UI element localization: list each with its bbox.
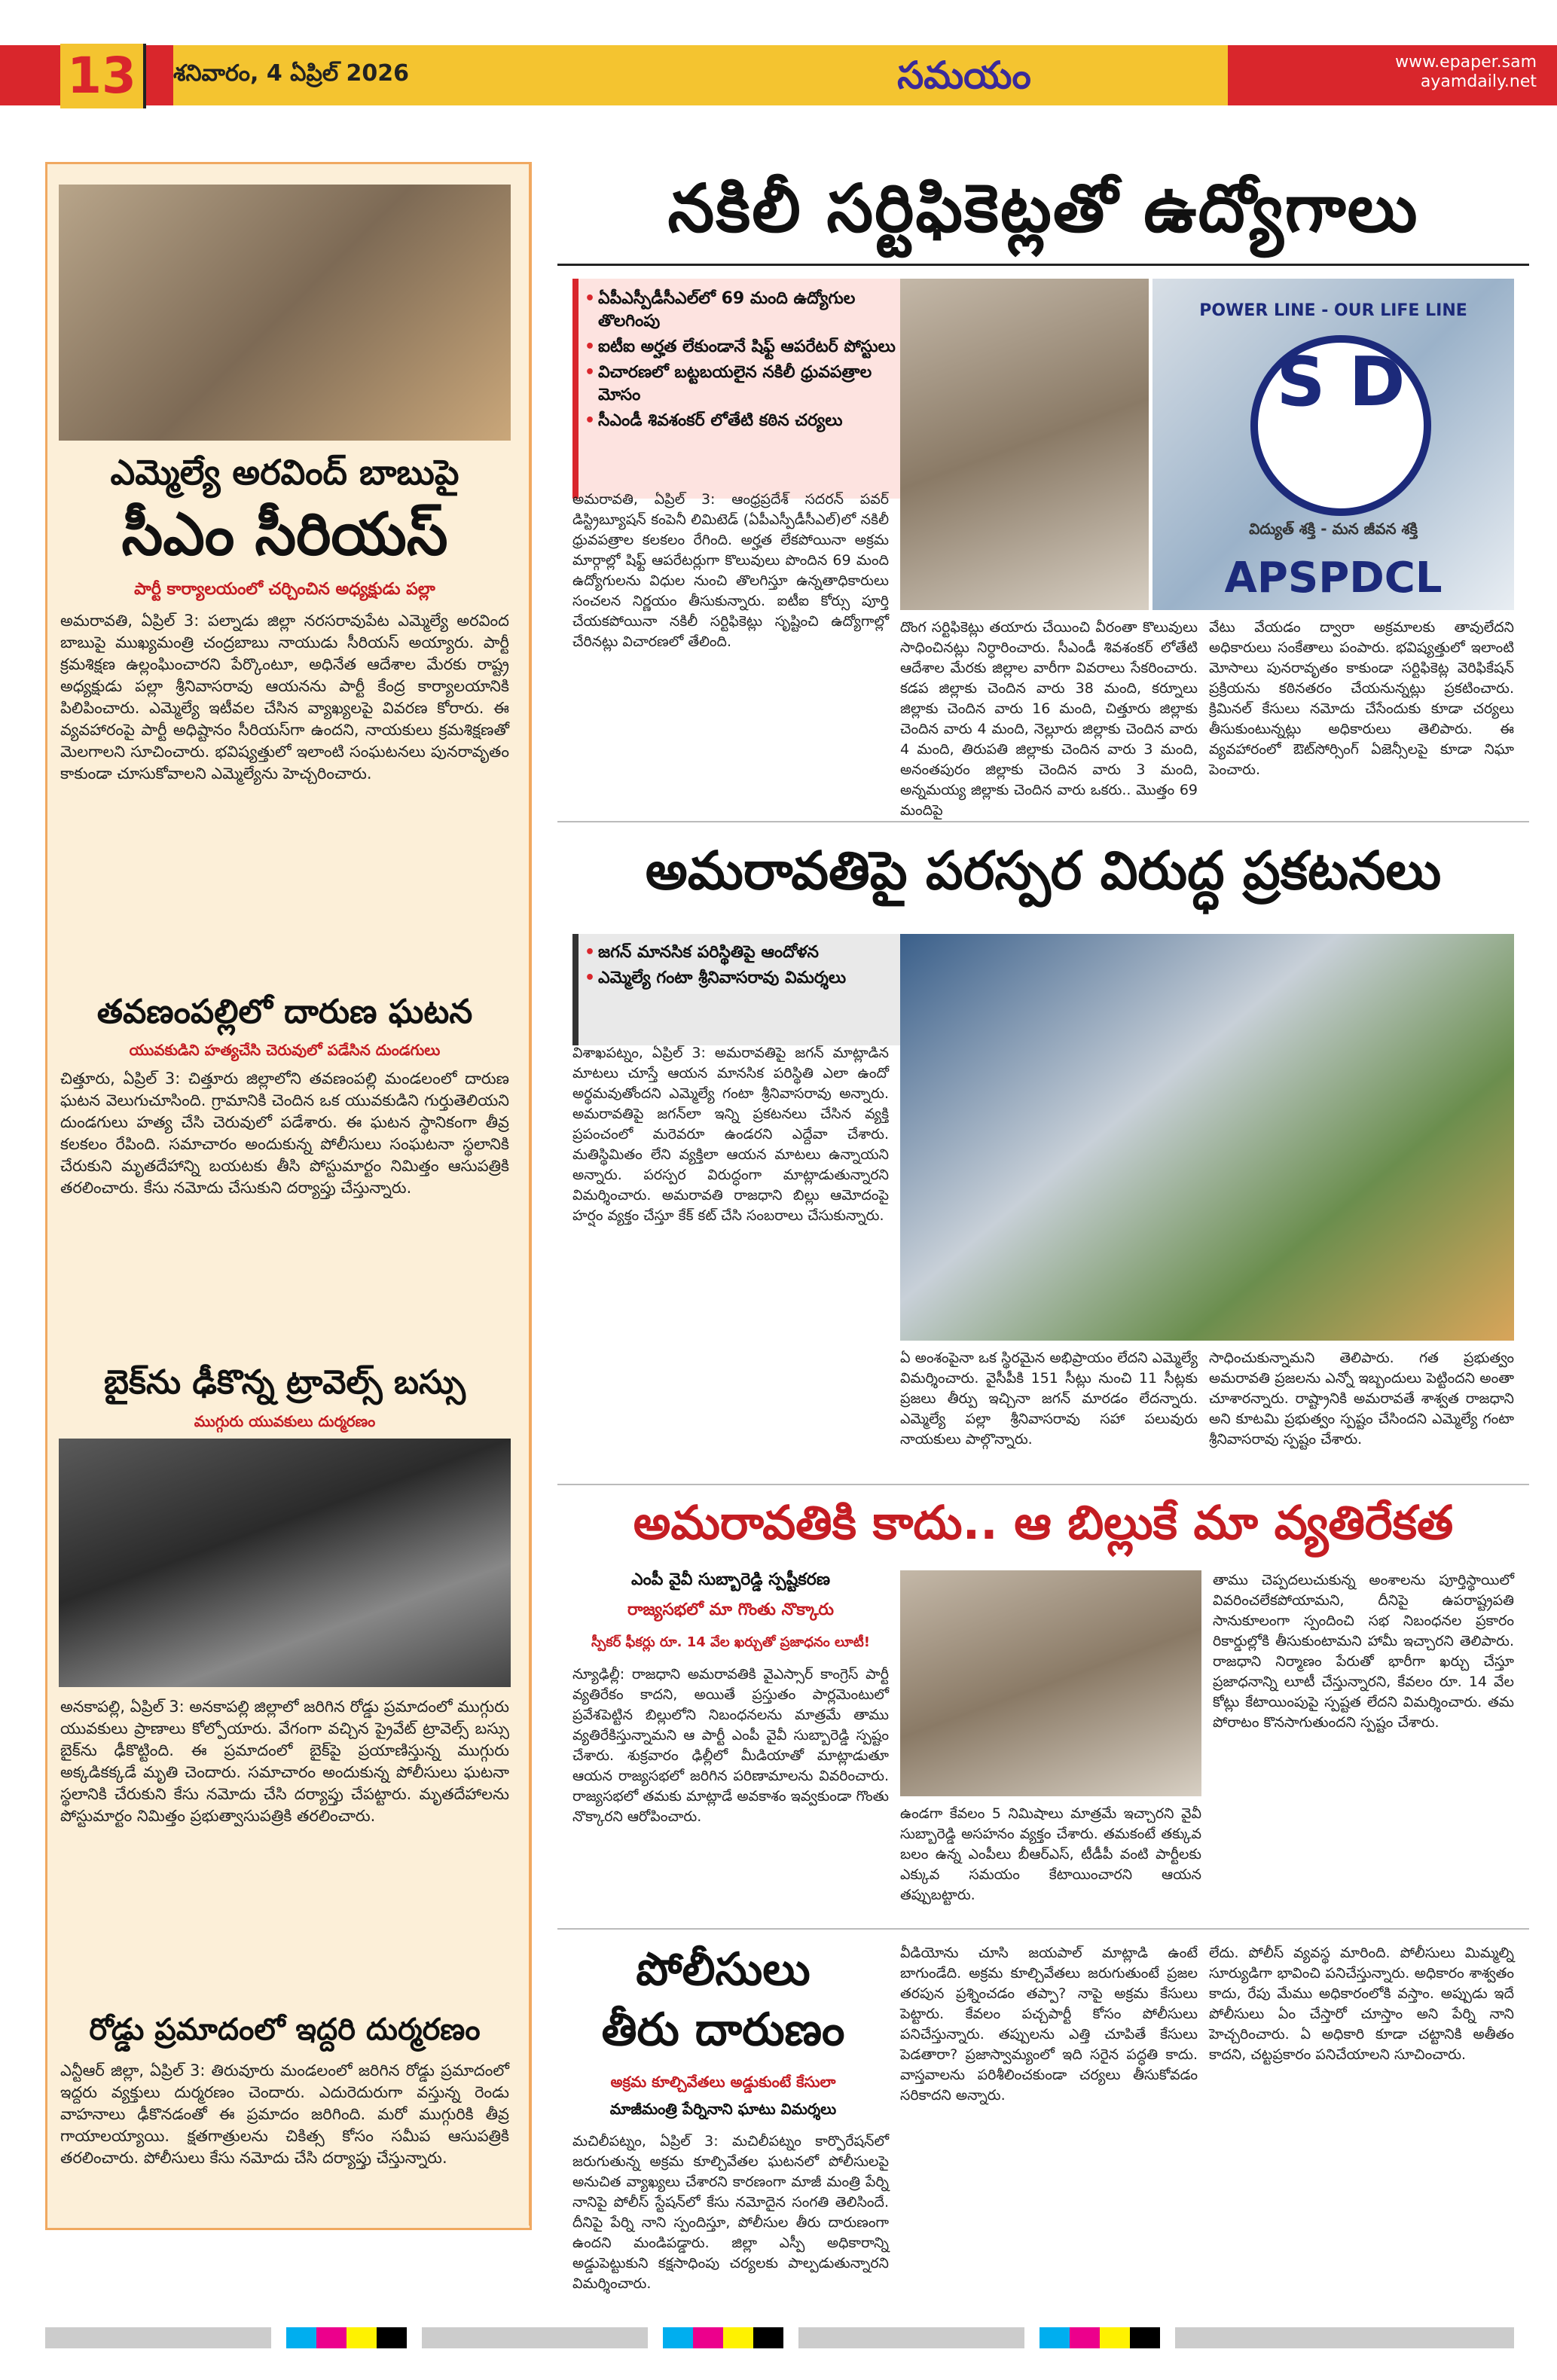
story5-bullets (572, 279, 925, 499)
logo-tagline-top: POWER LINE - OUR LIFE LINE (1199, 301, 1467, 320)
story5-title: నకిలీ సర్టిఫికెట్లతో ఉద్యోగాలు (667, 169, 1419, 247)
color-swatch (316, 2327, 347, 2348)
story7-sub1: ఎంపీ వైవీ సుబ్బారెడ్డి స్పష్టీకరణ (630, 1570, 831, 1589)
color-swatch (663, 2327, 693, 2348)
story7-body-col1: న్యూఢిల్లీ: రాజధాని అమరావతికి వైఎస్సార్ కాంగ్రెస్ పార్టీ వ్యతిరేకం కాదని, అయితే ప్రస్తుతం పార్లమెంటులో ప్రవేశపెట్టిన బిల్లులోని నిబంధనలను మాత్రమే తాము వ్యతిరేకిస్తున్నామని ఆ పార్టీ ఎంపీ వైవీ సుబ్బారెడ్డి స్పష్టం చేశారు. శుక్రవారం ఢిల్లీలో మీడియాతో మాట్లాడుతూ ఆయన రాజ్యసభలో జరిగిన పరిణామాలను వివరించారు. రాజ్యసభలో తమకు మాట్లాడే అవకాశం ఇవ్వకుండా గొంతు నొక్కారని ఆరోపించారు. (572, 1666, 889, 1825)
mp-press-photo (900, 1570, 1201, 1796)
story5-rule (557, 264, 1529, 266)
story6-body-col3: సాధించుకున్నామని తెలిపారు. గత ప్రభుత్వం అమరావతి ప్రజలను ఎన్నో ఇబ్బందులు పెట్టిందని అంతా చూశారన్నారు. రాష్ట్రానికి అమరావతే శాశ్వత రాజధాని అని కూటమి ప్రభుత్వం స్పష్టం చేసిందని ఎమ్మెల్యే గంటా శ్రీనివాసరావు స్పష్టం చేశారు. (1209, 1350, 1514, 1448)
story8-body-col2: వీడియోను చూసి జయపాల్ మాట్లాడి ఉంటే బాగుండేది. అక్రమ కూల్చివేతలు జరుగుతుంటే ప్రజల తరపున ప్రశ్నించడం తప్పా? నాపై అక్రమ కేసులు పెట్టారు. కేవలం పచ్చపార్టీ కోసం పోలీసులు పనిచేస్తున్నారు. తప్పులను ఎత్తి చూపితే కేసులు పెడతారా? ప్రజాస్వామ్యంలో ఇది సరైన పద్ధతి కాదు. వాస్తవాలను పరిశీలించకుండా చర్యలు తీసుకోవడం సరికాదని అన్నారు. (900, 1945, 1198, 2104)
story8-sub2: మాజీమంత్రి పేర్నినాని ఘాటు విమర్శలు (609, 2100, 837, 2118)
printer-color-bars (0, 2327, 1557, 2357)
story8-title-line1: పోలీసులు (636, 1943, 811, 1996)
newspaper-logo: సమయం (897, 53, 1031, 97)
color-swatch (347, 2327, 377, 2348)
sidebar-border (529, 162, 532, 2226)
story2-title: తవణంపల్లిలో దారుణ ఘటన (96, 993, 473, 1031)
bullet-item: • ఐటీఐ అర్హత లేకుండానే షిఫ్ట్ ఆపరేటర్ పోస్టులు (598, 336, 914, 359)
color-swatch (798, 2327, 1024, 2348)
story1-subtitle: పార్టీ కార్యాలయంలో చర్చించిన అధ్యక్షుడు పల్లా (134, 580, 435, 599)
story5-body-col3: వేటు వేయడం ద్వారా అక్రమాలకు తావులేదని అధికారులు సంకేతాలు పంపారు. భవిష్యత్తులో ఇలాంటి మోసాలు పునరావృతం కాకుండా సర్టిఫికెట్ల వెరిఫికేషన్ ప్రక్రియను కఠినతరం చేయనున్నట్లు ప్రకటించారు. క్రిమినల్ కేసులు నమోదు చేసేందుకు కూడా చర్యలు తీసుకుంటున్నట్లు అధికారులు తెలిపారు. ఈ వ్యవహారంలో ఔట్‌సోర్సింగ్ ఏజెన్సీలపై కూడా నిఘా పెంచారు. (1209, 619, 1514, 778)
story1-title-line1: ఎమ్మెల్యే అరవింద్ బాబుపై (110, 452, 459, 493)
story6-body-col1: విశాఖపట్నం, ఏప్రిల్ 3: అమరావతిపై జగన్ మాట్లాడిన మాటలు చూస్తే ఆయన మానసిక పరిస్థితి ఎలా ఉందో అర్థమవుతోందని ఎమ్మెల్యే గంటా శ్రీనివాసరావు అన్నారు. అమరావతిపై జగన్‌లా ఇన్ని ప్రకటనలు చేసిన వ్యక్తి ప్రపంచంలో మరెవరూ ఉండరని ఎద్దేవా చేశారు. మతిస్థిమితం లేని వ్యక్తిలా ఆయన మాటలు ఉన్నాయని అన్నారు. పరస్పర విరుద్ధంగా మాట్లాడుతున్నారని విమర్శించారు. అమరావతి రాజధాని బిల్లు ఆమోదంపై హర్షం వ్యక్తం చేస్తూ కేక్ కట్ చేసి సంబరాలు చేసుకున్నారు. (572, 1045, 889, 1224)
url-line-2: ayamdaily.net (1420, 72, 1537, 91)
story3-title: బైక్‌ను ఢీకొన్న ట్రావెల్స్ బస్సు (103, 1363, 466, 1402)
bullet-item: • జగన్ మానసిక పరిస్థితిపై ఆందోళన (598, 941, 899, 964)
story8-top-rule (557, 1928, 1529, 1930)
bullet-item: • విచారణలో బట్టబయలైన నకిలీ ధ్రువపత్రాల మోసం (598, 362, 914, 407)
story8-body-col1: మచిలీపట్నం, ఏప్రిల్ 3: మచిలీపట్నం కార్పొరేషన్‌లో జరుగుతున్న అక్రమ కూల్చివేతల ఘటనలో పోలీసులపై అనుచిత వ్యాఖ్యలు చేశారని కారణంగా మాజీ మంత్రి పేర్ని నానిపై పోలీస్ స్టేషన్‌లో కేసు నమోదైన సంగతి తెలిసిందే. దీనిపై పేర్ని నాని స్పందిస్తూ, పోలీసుల తీరు దారుణంగా ఉందని మండిపడ్డారు. జిల్లా ఎస్పీ అధికారాన్ని అడ్డుపెట్టుకుని కక్షసాధింపు చర్యలకు పాల్పడుతున్నారని విమర్శించారు. (572, 2133, 889, 2292)
cm-photo (59, 185, 511, 441)
color-swatch (723, 2327, 753, 2348)
cmd-portrait-photo (900, 279, 1149, 610)
story6-top-rule (557, 821, 1529, 822)
story7-sub3: స్పీకర్ ఫీకర్లు రూ. 14 వేల ఖర్చుతో ప్రజాధనం లూటీ! (591, 1634, 870, 1650)
story2-subtitle: యువకుడిని హత్యచేసి చెరువులో పడేసిన దుండగులు (129, 1041, 441, 1059)
story7-title: అమరావతికి కాదు.. ఆ బిల్లుకే మా వ్యతిరేకత (633, 1495, 1454, 1550)
issue-date: శనివారం, 4 ఏప్రిల్ 2026 (173, 60, 410, 87)
bullet-item: • సీఎండీ శివశంకర్ లోతేటి కఠిన చర్యలు (598, 410, 914, 432)
story8-body-col3: లేదు. పోలీస్ వ్యవస్థ మారింది. పోలీసులు మిమ్మల్ని సూర్యుడిగా భావించి పనిచేస్తున్నారు. అధికారం శాశ్వతం కాదు, రేపు మేము అధికారంలోకి వస్తాం. అప్పుడు ఇదే పోలీసులు ఏం చేస్తారో చూస్తాం అని పేర్ని నాని హెచ్చరించారు. ఏ అధికారి కూడా చట్టానికి అతీతం కాదని, చట్టప్రకారం పనిచేయాలని సూచించారు. (1209, 1945, 1514, 2063)
story4-body: ఎన్టీఆర్ జిల్లా, ఏప్రిల్ 3: తిరువూరు మండలంలో జరిగిన రోడ్డు ప్రమాదంలో ఇద్దరు వ్యక్తులు దుర్మరణం చెందారు. ఎదురెదురుగా వస్తున్న రెండు వాహనాలు ఢీకొనడంతో ఈ ప్రమాదం జరిగింది. మరో ముగ్గురికి తీవ్ర గాయాలయ్యాయి. క్షతగాత్రులను చికిత్స కోసం సమీప ఆసుపత్రికి తరలించారు. పోలీసులు కేసు నమోదు చేసి దర్యాప్తు చేస్తున్నారు. (60, 2061, 509, 2167)
bullet-item: • ఎమ్మెల్యే గంటా శ్రీనివాసరావు విమర్శలు (598, 967, 899, 990)
apspdcl-wordmark: APSPDCL (1224, 554, 1443, 603)
bullet-item: • ఏపీఎస్పీడీసీఎల్‌లో 69 మంది ఉద్యోగుల తొలగింపు (598, 288, 914, 333)
color-swatch (1040, 2327, 1070, 2348)
story8-sub1: అక్రమ కూల్చివేతలు అడ్డుకుంటే కేసులా (610, 2073, 836, 2091)
color-swatch (1070, 2327, 1100, 2348)
story6-title: అమరావతిపై పరస్పర విరుద్ధ ప్రకటనలు (645, 840, 1442, 902)
epaper-url[interactable] (1348, 53, 1537, 92)
story2-body: చిత్తూరు, ఏప్రిల్ 3: చిత్తూరు జిల్లాలోని తవణంపల్లి మండలంలో దారుణ ఘటన వెలుగుచూసింది. గ్రామానికి చెందిన ఒక యువకుడిని గుర్తుతెలియని దుండగులు హత్య చేసి చెరువులో పడేశారు. ఈ ఘటన స్థానికంగా తీవ్ర కలకలం రేపింది. సమాచారం అందుకున్న పోలీసులు సంఘటనా స్థలానికి చేరుకుని మృతదేహాన్ని బయటకు తీసి పోస్టుమార్టం నిమిత్తం ఆసుపత్రికి తరలించారు. కేసు నమోదు చేసుకుని దర్యాప్తు చేస్తున్నారు. (60, 1069, 509, 1197)
story5-body-col1: అమరావతి, ఏప్రిల్ 3: ఆంధ్రప్రదేశ్ సదరన్ పవర్ డిస్ట్రిబ్యూషన్ కంపెనీ లిమిటెడ్ (ఏపీఎస్పీడీసీఎల్)లో నకిలీ ధ్రువపత్రాల కలకలం రేగింది. అర్హత లేకపోయినా అక్రమ మార్గాల్లో షిఫ్ట్ ఆపరేటర్లుగా కొలువులు పొందిన 69 మంది ఉద్యోగులను విధుల నుంచి తొలగిస్తూ ఉన్నతాధికారులు సంచలన నిర్ణయం తీసుకున్నారు. ఐటీఐ కోర్సు పూర్తి చేయకపోయినా నకిలీ సర్టిఫికెట్లు సృష్టించి ఉద్యోగాల్లో చేరినట్లు విచారణలో తేలింది. (572, 491, 889, 650)
accident-photo (59, 1439, 511, 1687)
color-swatch (1130, 2327, 1160, 2348)
story3-body: అనకాపల్లి, ఏప్రిల్ 3: అనకాపల్లి జిల్లాలో జరిగిన రోడ్డు ప్రమాదంలో ముగ్గురు యువకులు ప్రాణాలు కోల్పోయారు. వేగంగా వచ్చిన ప్రైవేట్ ట్రావెల్స్ బస్సు బైక్‌ను ఢీకొట్టింది. ఈ ప్రమాదంలో బైక్‌పై ప్రయాణిస్తున్న ముగ్గురు అక్కడికక్కడే మృతి చెందారు. సమాచారం అందుకున్న పోలీసులు ఘటనా స్థలానికి చేరుకుని కేసు నమోదు చేసి దర్యాప్తు చేపట్టారు. మృతదేహాలను పోస్టుమార్టం నిమిత్తం ప్రభుత్వాసుపత్రికి తరలించారు. (60, 1698, 509, 1825)
story3-subtitle: ముగ్గురు యువకులు దుర్మరణం (194, 1412, 376, 1430)
color-swatch (1100, 2327, 1130, 2348)
story7-sub2: రాజ్యసభలో మా గొంతు నొక్కారు (627, 1600, 835, 1619)
story1-title-line2: సీఎం సీరియస్ (121, 501, 448, 569)
story5-body-col2: దొంగ సర్టిఫికెట్లు తయారు చేయించి వీరంతా కొలువులు సాధించినట్లు నిర్ధారించారు. సీఎండీ శివశంకర్ లోతేటి ఆదేశాల మేరకు జిల్లాల వారీగా వివరాలు సేకరించారు. కడప జిల్లాకు చెందిన వారు 38 మంది, కర్నూలు జిల్లాకు చెందిన వారు 16 మంది, చిత్తూరు జిల్లాకు చెందిన వారు 4 మంది, నెల్లూరు జిల్లాకు చెందిన వారు 4 మంది, తిరుపతి జిల్లాకు చెందిన వారు 3 మంది, అనంతపురం జిల్లాకు చెందిన వారు 3 మంది, అన్నమయ్య జిల్లాకు చెందిన వారు ఒకరు.. మొత్తం 69 మందిపై (900, 619, 1198, 819)
story1-body: అమరావతి, ఏప్రిల్ 3: పల్నాడు జిల్లా నరసరావుపేట ఎమ్మెల్యే అరవింద బాబుపై ముఖ్యమంత్రి చంద్రబాబు నాయుడు సీరియస్ అయ్యారు. పార్టీ క్రమశిక్షణ ఉల్లంఘించారని పేర్కొంటూ, అధినేత ఆదేశాల మేరకు రాష్ట్ర అధ్యక్షుడు పల్లా శ్రీనివాసరావు ఆయనను పార్టీ కేంద్ర కార్యాలయానికి పిలిపించారు. ఎమ్మెల్యే ఇటీవల చేసిన వ్యాఖ్యలపై వివరణ కోరారు. ఈ వ్యవహారంపై పార్టీ అధిష్టానం సీరియస్‌గా ఉందని, నాయకులు క్రమశిక్షణతో మెలగాలని సూచించారు. భవిష్యత్తులో ఇలాంటి సంఘటనలు పునరావృతం కాకుండా చూసుకోవాలని ఎమ్మెల్యేను హెచ్చరించారు. (60, 612, 509, 783)
color-swatch (377, 2327, 407, 2348)
sd-logo-circle: S D (1250, 335, 1431, 516)
celebration-photo (900, 934, 1514, 1341)
story7-body-col2: ఉండగా కేవలం 5 నిమిషాలు మాత్రమే ఇచ్చారని వైవీ సుబ్బారెడ్డి అసహనం వ్యక్తం చేశారు. తమకంటే తక్కువ బలం ఉన్న ఎంపీలు బీఆర్ఎస్, టీడీపీ వంటి పార్టీలకు ఎక్కువ సమయం కేటాయించారని ఆయన తప్పుబట్టారు. (900, 1805, 1201, 1903)
url-line-1: www.epaper.sam (1395, 53, 1537, 72)
apspdcl-logo-panel (1152, 279, 1514, 610)
color-swatch (286, 2327, 316, 2348)
logo-tagline-telugu: విద్యుత్ శక్తి - మన జీవన శక్తి (1249, 520, 1418, 538)
story6-body-col2: ఏ అంశంపైనా ఒక స్థిరమైన అభిప్రాయం లేదని ఎమ్మెల్యే విమర్శించారు. వైసీపీకి 151 సీట్లు నుంచి 11 సీట్లకు ప్రజలు తీర్పు ఇచ్చినా జగన్ మారడం లేదన్నారు. ఎమ్మెల్యే పల్లా శ్రీనివాసరావు సహా పలువురు నాయకులు పాల్గొన్నారు. (900, 1350, 1198, 1448)
color-swatch (1175, 2327, 1514, 2348)
story4-title: రోడ్డు ప్రమాదంలో ఇద్దరి దుర్మరణం (89, 2012, 481, 2047)
color-swatch (693, 2327, 723, 2348)
color-swatch (45, 2327, 271, 2348)
color-swatch (422, 2327, 648, 2348)
story7-body-col3: తాము చెప్పదలుచుకున్న అంశాలను పూర్తిస్థాయిలో వివరించలేకపోయామని, దీనిపై ఉపరాష్ట్రపతి సానుకూలంగా స్పందించి సభ నిబంధనల ప్రకారం రికార్డుల్లోకి తీసుకుంటామని హామీ ఇచ్చారని తెలిపారు. రాజధాని నిర్మాణం పేరుతో భారీగా ఖర్చు చేస్తూ ప్రజాధనాన్ని లూటీ చేస్తున్నారని, కేవలం రూ. 14 వేల కోట్లు కేటాయింపుపై స్పష్టత లేదని విమర్శించారు. తమ పోరాటం కొనసాగుతుందని స్పష్టం చేశారు. (1213, 1572, 1514, 1731)
story6-bullets (572, 934, 910, 1045)
color-swatch (753, 2327, 783, 2348)
page-number: 13 (60, 44, 146, 108)
story8-title-line2: తీరు దారుణం (601, 2003, 845, 2056)
story7-top-rule (557, 1484, 1529, 1485)
